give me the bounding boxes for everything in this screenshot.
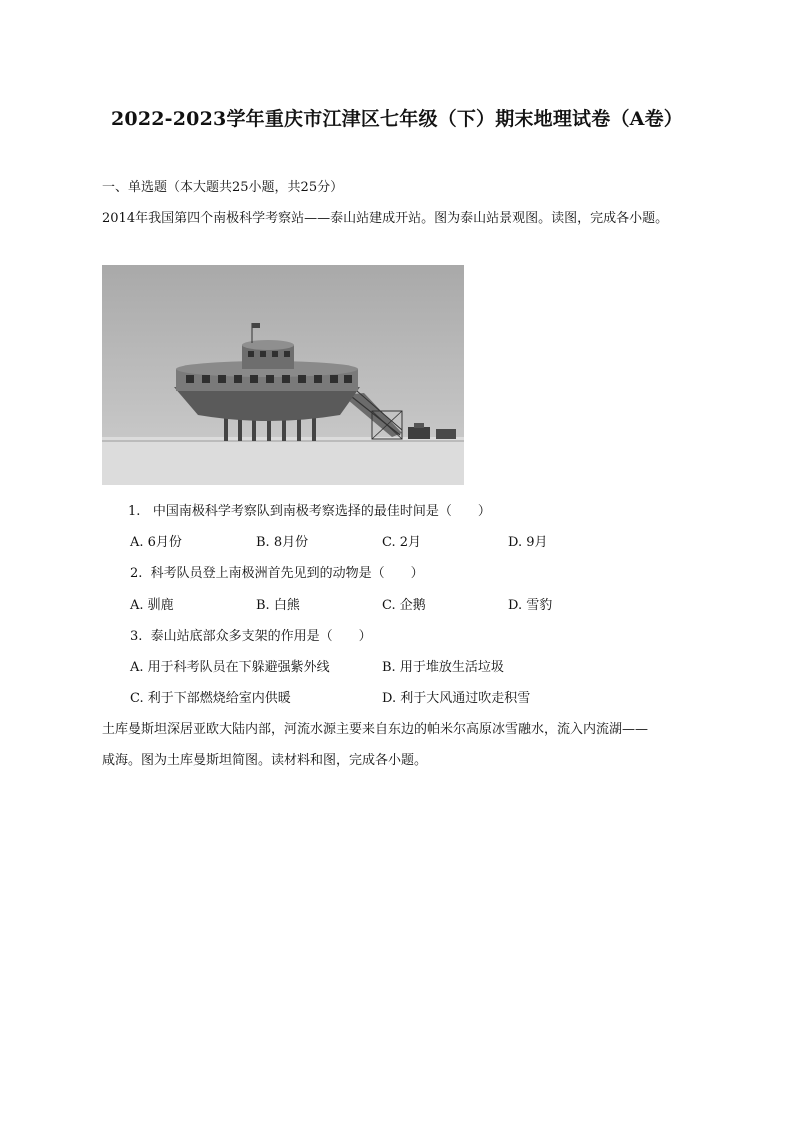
question-text: 泰山站底部众多支架的作用是（ ） — [150, 629, 372, 644]
option-3a: A. 用于科考队员在下躲避强紫外线 — [130, 660, 330, 675]
question-number: 2. — [130, 566, 143, 581]
question-1 — [128, 500, 491, 519]
option-1b: B. 8月份 — [256, 535, 309, 550]
snow-ground — [102, 437, 464, 485]
exam-title: 2022-2023学年重庆市江津区七年级（下）期末地理试卷（A卷） — [111, 108, 683, 130]
option-2d: D. 雪豹 — [508, 598, 553, 613]
option-3d: D. 利于大风通过吹走积雪 — [382, 691, 531, 706]
option-2c: C. 企鹅 — [382, 598, 426, 613]
question-text: 科考队员登上南极洲首先见到的动物是（ ） — [150, 566, 424, 581]
taishan-station-photo — [102, 265, 464, 485]
question-3 — [130, 625, 372, 644]
section-heading: 一、单选题（本大题共25小题，共25分） — [102, 180, 344, 195]
option-1a: A. 6月份 — [130, 535, 182, 550]
option-3b: B. 用于堆放生活垃圾 — [382, 660, 504, 675]
option-1d: D. 9月 — [508, 535, 548, 550]
option-2b: B. 白熊 — [256, 598, 300, 613]
question-2 — [130, 562, 424, 581]
question-number: 3. — [130, 629, 143, 644]
option-1c: C. 2月 — [382, 535, 422, 550]
intro-paragraph-2-line-2: 咸海。图为土库曼斯坦简图。读材料和图，完成各小题。 — [102, 753, 428, 768]
question-text: 中国南极科学考察队到南极考察选择的最佳时间是（ ） — [152, 504, 491, 519]
option-2a: A. 驯鹿 — [130, 598, 174, 613]
option-3c: C. 利于下部燃烧给室内供暖 — [130, 691, 291, 706]
question-number: 1. — [128, 504, 141, 519]
intro-paragraph-1: 2014年我国第四个南极科学考察站——泰山站建成开站。图为泰山站景观图。读图，完成各小题。 — [102, 211, 669, 226]
intro-paragraph-2-line-1: 土库曼斯坦深居亚欧大陆内部，河流水源主要来自东边的帕米尔高原冰雪融水，流入内流湖—— — [102, 722, 649, 737]
